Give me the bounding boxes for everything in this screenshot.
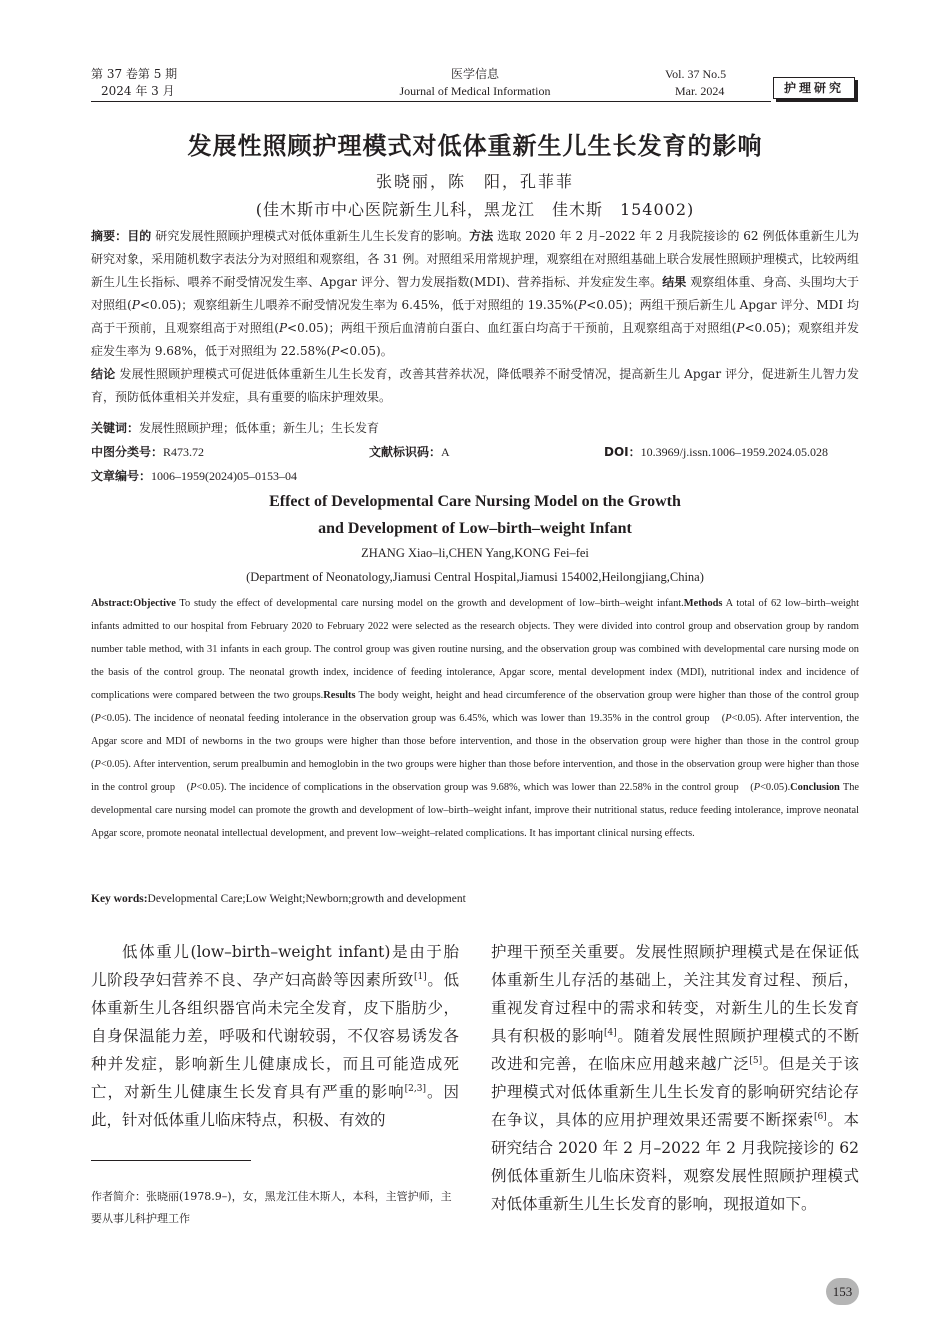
article-no-value: 1006–1959(2024)05–0153–04 <box>151 469 298 483</box>
p-symbol: P <box>753 782 761 793</box>
header-date-cn: 2024 年 3 月 <box>101 84 175 98</box>
affiliation-cn: (佳木斯市中心医院新生儿科，黑龙江 佳木斯 154002) <box>255 200 695 219</box>
body-right-column <box>491 938 859 1218</box>
abstract-cn <box>91 225 859 409</box>
abstract-en-label: Abstract: <box>91 598 134 609</box>
methods-label: 方法 <box>469 229 494 243</box>
document-code <box>369 443 450 461</box>
page-number: 153 <box>826 1278 859 1305</box>
body-right-a: 护理干预至关重要。发展性照顾护理模式是在保证低体重新生儿存活的基础上，关注其发育过程、预后，重视发育过程中的需求和转变，对新生儿的生长发育具有积极的影响 <box>491 943 859 1045</box>
citation-ref: [6] <box>813 1111 827 1122</box>
body-left-b: 。低体重新生儿各组织器官尚未完全发育，皮下脂肪少，自身保温能力差，呼吸和代谢较弱，不仅容易诱发各种并发症，影响新生儿健康成长，而且可能造成死亡，对新生儿健康生长发育具有严重的影响 <box>91 971 459 1101</box>
citation-ref: [1] <box>413 971 427 982</box>
results-en-f: <0.05). <box>760 782 791 793</box>
abstract-en <box>91 592 870 845</box>
p-symbol: P <box>278 321 288 335</box>
body-left-column <box>91 938 459 1134</box>
header-volume-en <box>665 66 726 100</box>
doi-value: 10.3969/j.issn.1006–1959.2024.05.028 <box>640 445 828 459</box>
footnote-rule <box>91 1160 251 1161</box>
article-title-en-line2: and Development of Low–birth–weight Infant <box>318 520 632 537</box>
citation-ref: [5] <box>749 1055 763 1066</box>
header-journal-en: Journal of Medical Information <box>399 84 551 98</box>
p-symbol: P <box>94 759 101 770</box>
affiliation-en: (Department of Neonatology,Jiamusi Central Hospital,Jiamusi 154002,Heilongjiang,China) <box>246 570 704 584</box>
author-footnote: 作者简介：张晓丽(1978.9–)，女，黑龙江佳木斯人，本科，主管护师，主要从事儿科护理工作 <box>91 1190 452 1225</box>
body-left-c: 。因此，针对低体重儿临床特点，积极、有效的 <box>91 1083 459 1129</box>
results-en-b: <0.05). The incidence of neonatal feeding intolerance in the observation group was 6.45%, which was lower than 19.35% in the control group ( <box>100 713 726 724</box>
body-right-c: 。但是关于该护理模式对低体重新生儿生长发育的影响研究结论存在争议，具体的应用护理效果还需要不断探索 <box>491 1055 859 1129</box>
body-right-b: 。随着发展性照顾护理模式的不断改进和完善，在临床应用越来越广泛 <box>491 1027 859 1073</box>
abstract-cn-label: 摘要： <box>91 229 128 243</box>
header-journal-cn: 医学信息 <box>450 67 499 81</box>
header-journal <box>330 66 620 100</box>
results-text-a: 观察组体重、身高、头围均大于对照组( <box>91 275 859 312</box>
methods-en-label: Methods <box>683 598 723 609</box>
header-volume-issue: 第 37 卷第 5 期 <box>91 67 178 81</box>
results-text-f: <0.05)。 <box>339 344 393 358</box>
doi-label: DOI： <box>604 445 641 459</box>
body-paragraph <box>91 938 459 1134</box>
results-en-label: Results <box>323 690 356 701</box>
p-symbol: P <box>736 321 745 335</box>
clc-value: R473.72 <box>163 445 205 459</box>
doccode-label: 文献标识码： <box>369 445 442 459</box>
results-label: 结果 <box>662 275 687 289</box>
results-en-d: <0.05). After intervention, serum prealbumin and hemoglobin in the two groups were higher than those before intervention, and those in the observation group were higher than those in the control group ( <box>91 759 859 793</box>
article-title-en-line1: Effect of Developmental Care Nursing Model on the Growth <box>269 493 681 510</box>
citation-ref: [2,3] <box>404 1083 426 1094</box>
doi <box>604 443 828 461</box>
doccode-value: A <box>441 445 450 459</box>
conclusion-en-text: The developmental care nursing model can promote the growth and development of low–birth–weight infant, improve their nutritional status, reduce feeding intolerance, improve neonatal Apgar score, promote neonatal intellectual development, and prevent low–weight–related complications. It has important clinical nursing effects. <box>91 782 860 839</box>
results-text-b: <0.05)；观察组新生儿喂养不耐受情况发生率为 6.45%，低于对照组的 19.35%( <box>139 298 579 312</box>
p-symbol: P <box>725 713 732 724</box>
results-text-c: <0.05)；两组干预后新生儿 Apgar 评分、MDI 均高于干预前，且观察组高于对照组( <box>91 298 859 335</box>
authors-en: ZHANG Xiao–li,CHEN Yang,KONG Fei–fei <box>361 546 589 560</box>
keywords-en-text: Developmental Care;Low Weight;Newborn;growth and development <box>147 893 466 905</box>
header-vol-no: Vol. 37 No.5 <box>665 67 727 81</box>
p-symbol: P <box>190 782 197 793</box>
header-rule <box>91 101 771 102</box>
p-symbol: P <box>331 344 340 358</box>
p-symbol: P <box>578 298 587 312</box>
conclusion-text: 发展性照顾护理模式可促进低体重新生儿生长发育，改善其营养状况，降低喂养不耐受情况，提高新生儿 Apgar 评分，促进新生儿智力发育，预防低体重相关并发症，具有重要的临床护理效果。 <box>91 367 859 404</box>
clc-label: 中图分类号： <box>91 445 164 459</box>
results-en-a: The body weight, height and head circumference of the observation group were higher than those of the control group ( <box>91 690 870 724</box>
keywords-en-label: Key words: <box>91 893 148 905</box>
objective-en-text: To study the effect of developmental care nursing model on the growth and development of low–birth–weight infant. <box>179 598 684 609</box>
p-symbol: P <box>94 713 101 724</box>
objective-en-label: Objective <box>133 598 176 609</box>
p-symbol: P <box>131 298 140 312</box>
results-text-d: <0.05)；两组干预后血清前白蛋白、血红蛋白均高于干预前，且观察组高于对照组( <box>287 321 737 335</box>
citation-ref: [4] <box>604 1027 617 1038</box>
body-right-d: 。本研究结合 2020 年 2 月–2022 年 2 月我院接诊的 62 例低体重新生儿临床资料，观察发展性照顾护理模式对低体重新生儿生长发育的影响，现报道如下。 <box>491 1111 859 1213</box>
results-en-e: <0.05). The incidence of complications in the observation group was 9.68%, which was lower than 22.58% in the control group ( <box>196 782 754 793</box>
conclusion-en-label: Conclusion <box>790 782 840 793</box>
objective-label: 目的 <box>127 229 152 243</box>
body-left-a: 低体重儿(low–birth–weight infant)是由于胎儿阶段孕妇营养不良、孕产妇高龄等因素所致 <box>91 943 459 989</box>
keywords-cn <box>91 419 379 437</box>
results-en-c: <0.05). After intervention, the Apgar score and MDI of newborns in the two groups were higher than those before intervention, and those in the observation group were higher than those in the control group ( <box>91 713 870 770</box>
article-number <box>91 467 297 485</box>
conclusion-label: 结论 <box>91 367 116 381</box>
objective-text: 研究发展性照顾护理模式对低体重新生儿生长发育的影响。 <box>155 229 470 243</box>
keywords-en <box>91 890 466 908</box>
section-tag: 护理研究 <box>773 77 855 99</box>
header-volume-cn <box>91 66 177 100</box>
article-title-cn: 发展性照顾护理模式对低体重新生儿生长发育的影响 <box>187 132 763 160</box>
keywords-cn-text: 发展性照顾护理；低体重；新生儿；生长发育 <box>139 421 380 435</box>
methods-text: 选取 2020 年 2 月–2022 年 2 月我院接诊的 62 例低体重新生儿为研究对象，采用随机数字表法分为对照组和观察组，各 31 例。对照组采用常规护理，观察组在对照组基础上联合发展性照顾护理模式，比较两组新生儿生长指标、喂养不耐受情况发生率、Apgar 评分、智力发展指数(MDI)、营养指标、并发症发生率。 <box>91 229 859 289</box>
results-text-e: <0.05)；观察组并发症发生率为 9.68%，低于对照组为 22.58%( <box>91 321 859 358</box>
keywords-cn-label: 关键词： <box>91 421 140 435</box>
body-paragraph <box>491 938 859 1218</box>
clc-number <box>91 443 204 461</box>
methods-en-text: A total of 62 low–birth–weight infants admitted to our hospital from February 2020 to February 2022 were selected as the research objects. They were divided into control group and observation group by random number table method, with 31 infants in each group. The control group was given routine nursing, and the observation group was combined with developmental care nursing mode on the basis of the control group. The neonatal growth index, incidence of feeding intolerance, Apgar score, mental development index (MDI), nutritional index and incidence of complications were compared between the two groups. <box>91 598 859 701</box>
header-date-en: Mar. 2024 <box>675 84 725 98</box>
authors-cn: 张晓丽，陈 阳，孔菲菲 <box>375 172 574 191</box>
article-no-label: 文章编号： <box>91 469 152 483</box>
